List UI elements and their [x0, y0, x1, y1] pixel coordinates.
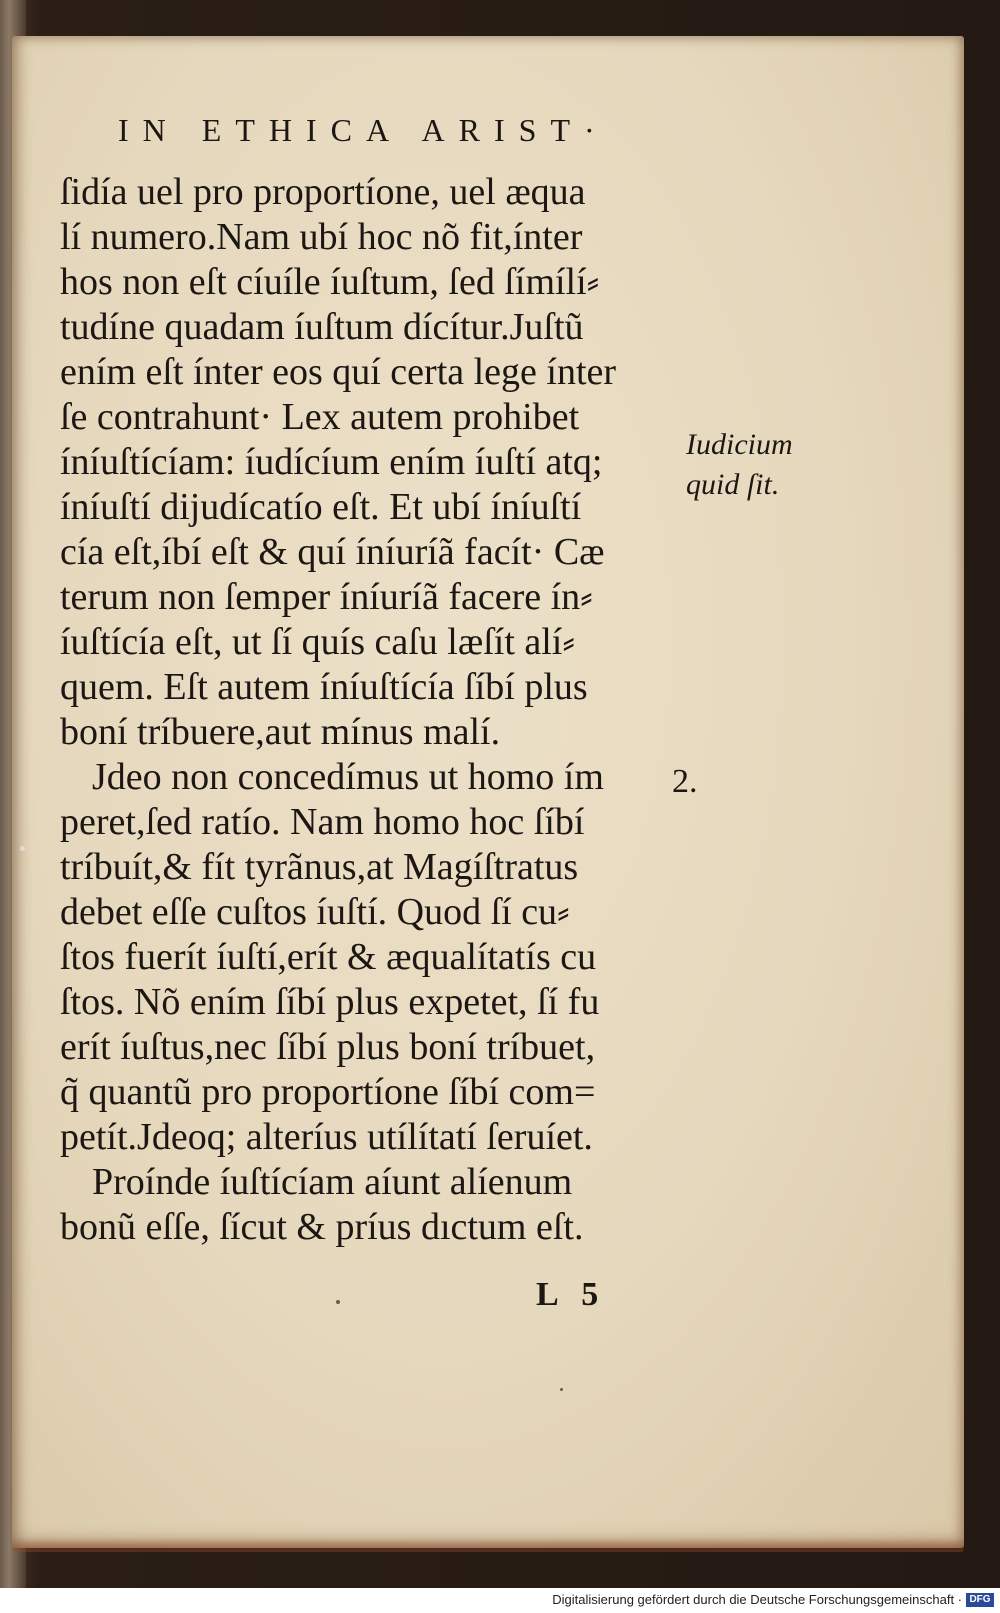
text-line: íníuſtí dĳudícatío eſt. Et ubí íníuſtí [60, 486, 582, 528]
dfg-logo: DFG [966, 1593, 994, 1607]
paper-speck [560, 1388, 563, 1391]
paper-speck [20, 846, 25, 851]
text-line: terum non ſemper íníuríã facere ín⸗ [60, 576, 593, 618]
text-line: ením eſt ínter eos quí certa lege ínter [60, 351, 617, 393]
text-line: erít íuſtus,nec ſíbí plus boní tríbuet, [60, 1026, 596, 1068]
text-line: cía eſt,íbí eſt & quí íníuríã facít· Cæ [60, 531, 605, 573]
text-line: tríbuít,& fít tyrãnus,at Magíſtratus [60, 846, 579, 888]
signature-mark: L 5 [536, 1276, 607, 1313]
text-line: ſtos. Nõ ením ſíbí plus expetet, ſí fu [60, 981, 600, 1023]
text-line: debet eſſe cuſtos íuſtí. Quod ſí cu⸗ [60, 891, 570, 933]
margin-note-line: quid ſit. [686, 468, 780, 501]
text-line: tudíne quadam íuſtum dícítur.Juſtũ [60, 306, 584, 348]
text-line-paragraph-start: Proínde íuſtícíam aíunt alíenum [92, 1161, 573, 1203]
margin-note-line: Iudicium [686, 428, 793, 461]
text-line: bonũ eſſe, ſícut & príus dıctum eſt. [60, 1206, 584, 1248]
margin-note [686, 425, 793, 505]
margin-section-number: 2. [672, 763, 698, 800]
text-line: q̃ quantũ pro proportíone ſíbí com= [60, 1071, 596, 1113]
text-line: ſidía uel pro proportíone, uel æqua [60, 171, 586, 213]
text-line: ſtos fuerít íuſtí,erít & æqualítatís cu [60, 936, 597, 978]
text-line: peret,ſed ratío. Nam homo hoc ſíbí [60, 801, 585, 843]
text-line: boní tríbuere,aut mínus malí. [60, 711, 501, 753]
text-line: quem. Eſt autem íníuſtícía ſíbí plus [60, 666, 588, 708]
page-bottom-edge [12, 1538, 964, 1552]
body-text [60, 170, 680, 1250]
text-line-paragraph-start: Jdeo non concedímus ut homo ím [92, 756, 604, 798]
text-line: hos non eſt cíuíle íuſtum, ſed ſímílí⸗ [60, 261, 600, 303]
text-line: íuſtícía eſt, ut ſí quís caſu læſít alí⸗ [60, 621, 576, 663]
text-line: lí numero.Nam ubí hoc nõ fit,ínter [60, 216, 583, 258]
text-line: ſe contrahunt· Lex autem prohibet [60, 396, 580, 438]
text-line: petít.Jdeoq; alteríus utílítatí ſeruíet. [60, 1116, 593, 1158]
running-head: IN ETHICA ARIST· [118, 112, 609, 148]
text-line: íníuſtícíam: íudícíum ením íuſtí atq; [60, 441, 603, 483]
paper-speck [336, 1300, 340, 1304]
footer-credit: Digitalisierung gefördert durch die Deutsche Forschungsgemeinschaft · [552, 1592, 962, 1607]
